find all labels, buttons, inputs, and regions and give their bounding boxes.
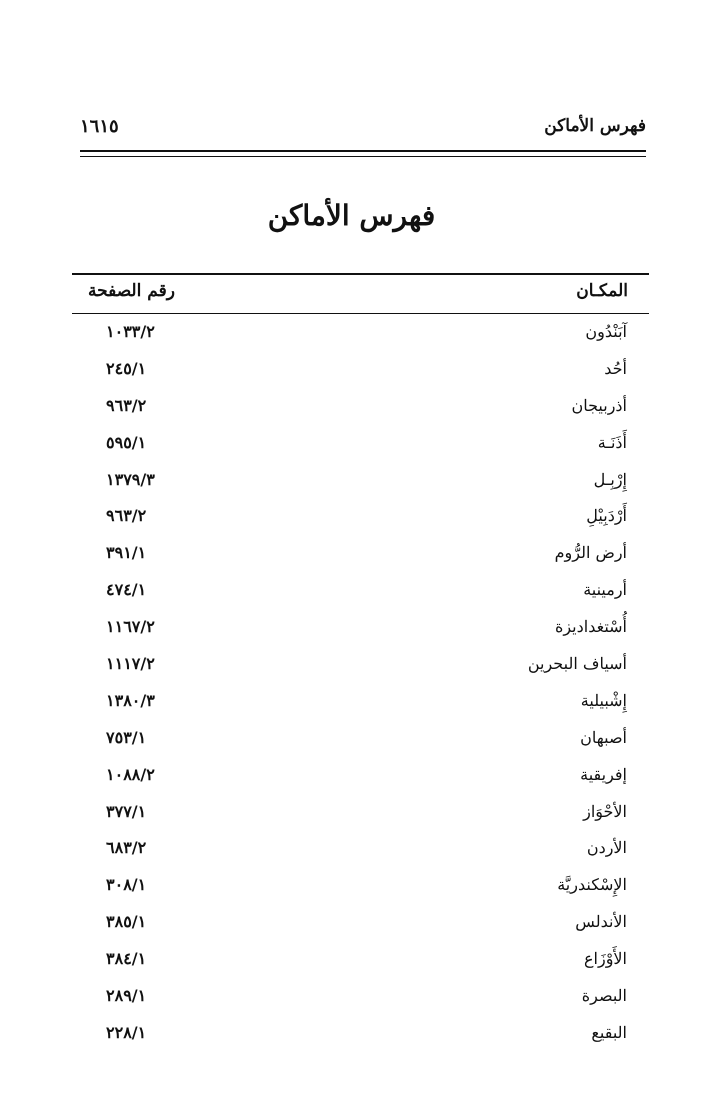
table-row [72,905,649,942]
page-reference: ١٠٨٨/٢ [106,764,155,784]
page-reference: ٧٥٣/١ [106,727,147,747]
place-name: الأَوْزَاع [583,949,627,969]
place-name: الإِسْكندريَّة [557,875,627,895]
place-name: إفريقية [580,764,627,784]
page-reference: ١٣٧٩/٣ [106,469,155,489]
running-title: فهرس الأماكن [544,116,646,136]
place-name: أرض الرُّوم [554,543,627,563]
table-row [72,573,649,610]
table-row [72,389,649,426]
page-reference: ٥٩٥/١ [106,432,147,452]
page-reference: ٣٨٤/١ [106,949,147,969]
column-header-page: رقم الصفحة [88,281,175,301]
place-name: إِشْبيلية [580,690,627,710]
header-rule-thick [80,150,646,152]
table-row [72,868,649,905]
place-name: أُسْتغداديزة [554,617,627,637]
place-name: إِرْبِـل [593,469,627,489]
page-reference: ١١٦٧/٢ [106,617,155,637]
running-header [80,116,646,148]
place-name: أَرْدَبِيْلِ [586,506,627,526]
page-reference: ٢٢٨/١ [106,1022,147,1042]
table-row [72,684,649,721]
place-name: البصرة [581,986,627,1006]
page-reference: ٤٧٤/١ [106,580,147,600]
page-reference: ٣٠٨/١ [106,875,147,895]
table-row [72,426,649,463]
page-reference: ٣٩١/١ [106,543,147,563]
table-header-rule [72,313,649,314]
page-reference: ٢٤٥/١ [106,358,147,378]
table-row [72,942,649,979]
table-row [72,352,649,389]
page-reference: ٣٧٧/١ [106,801,147,821]
table-row [72,647,649,684]
table-row [72,979,649,1016]
table-row [72,315,649,352]
index-table [72,315,649,1053]
index-title: فهرس الأماكن [267,199,436,232]
column-header-place: المكـان [576,281,628,301]
table-row [72,721,649,758]
page-reference: ٣٨٥/١ [106,912,147,932]
page-reference: ٩٦٣/٢ [106,506,147,526]
table-row [72,795,649,832]
page-reference: ١١١٧/٢ [106,654,155,674]
place-name: أَذَنَـة [597,432,627,452]
place-name: آبَنْدُون [585,322,627,341]
table-row [72,758,649,795]
page-reference: ٩٦٣/٢ [106,395,147,415]
table-row [72,831,649,868]
page-reference: ٦٨٣/٢ [106,838,147,858]
table-row [72,1016,649,1053]
table-row [72,610,649,647]
table-row [72,463,649,500]
table-row [72,499,649,536]
place-name: الأردن [586,838,627,858]
table-row [72,536,649,573]
place-name: أرمينية [583,580,627,600]
page-reference: ١٠٣٣/٢ [106,322,155,341]
place-name: الأندلس [575,912,627,932]
place-name: أسياف البحرين [527,654,627,674]
place-name: أحُد [604,358,627,378]
page-number: ١٦١٥ [80,116,119,137]
header-rule-thin [80,156,646,157]
table-top-rule [72,273,649,275]
place-name: الأحْوَاز [583,801,627,821]
place-name: أذربيجان [571,395,627,415]
page-reference: ١٣٨٠/٣ [106,690,155,710]
place-name: أصبهان [580,727,627,747]
place-name: البقيع [591,1022,627,1042]
page-reference: ٢٨٩/١ [106,986,147,1006]
